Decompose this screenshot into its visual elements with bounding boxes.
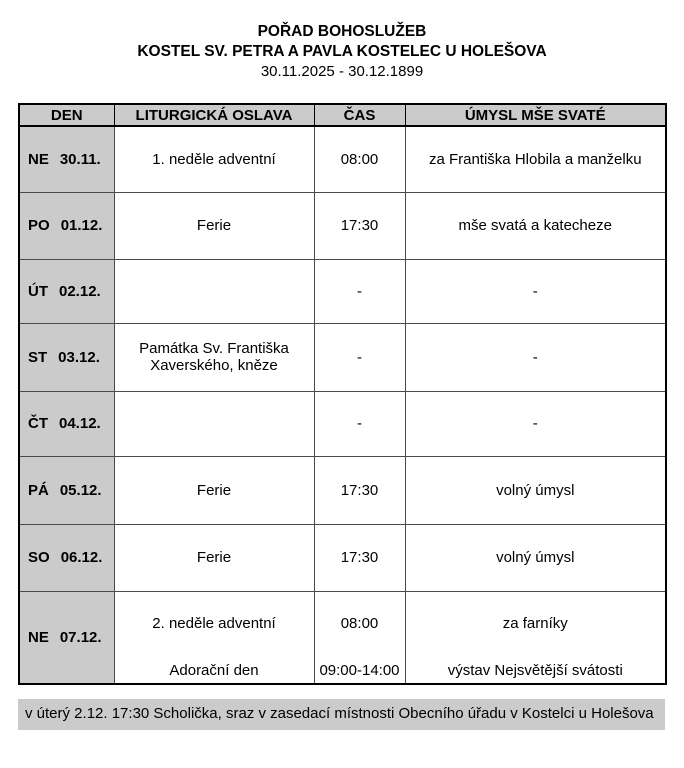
table-row bbox=[19, 391, 666, 456]
time-line-2: 09:00-14:00 bbox=[319, 661, 400, 679]
table-row bbox=[19, 524, 666, 591]
time-cell: 17:30 bbox=[314, 456, 405, 524]
table-row bbox=[19, 591, 666, 684]
table-row bbox=[19, 192, 666, 259]
day-date: 30.11. bbox=[59, 150, 101, 168]
intention-cell: - bbox=[405, 259, 666, 323]
day-abbr: PO bbox=[28, 217, 50, 234]
day-abbr: ÚT bbox=[28, 282, 48, 300]
celebration-cell bbox=[114, 259, 314, 323]
celebration-line-2: Adorační den bbox=[169, 661, 259, 679]
day-date: 02.12. bbox=[59, 282, 101, 300]
intention-cell: - bbox=[405, 391, 666, 456]
page-title: POŘAD BOHOSLUŽEB bbox=[257, 23, 427, 40]
celebration-cell: 1. neděle adventní bbox=[114, 126, 314, 192]
day-abbr: PÁ bbox=[28, 481, 49, 499]
col-header-intention: ÚMYSL MŠE SVATÉ bbox=[405, 104, 666, 126]
day-abbr: NE bbox=[28, 628, 49, 646]
day-date: 05.12. bbox=[59, 481, 102, 499]
day-date: 04.12. bbox=[59, 415, 101, 432]
intention-cell: volný úmysl bbox=[405, 456, 666, 524]
col-header-celebration: LITURGICKÁ OSLAVA bbox=[114, 104, 314, 126]
header-block bbox=[0, 0, 684, 82]
schedule-table bbox=[18, 103, 667, 685]
celebration-cell bbox=[114, 591, 314, 684]
day-cell bbox=[19, 259, 114, 323]
time-cell: 08:00 bbox=[314, 126, 405, 192]
day-date: 06.12. bbox=[60, 549, 103, 566]
celebration-cell: Ferie bbox=[114, 192, 314, 259]
day-abbr: NE bbox=[28, 150, 49, 168]
day-abbr: ST bbox=[28, 348, 48, 366]
time-cell bbox=[314, 591, 405, 684]
time-line-1: 08:00 bbox=[340, 614, 379, 632]
intention-cell: - bbox=[405, 323, 666, 391]
intention-cell: mše svatá a katecheze bbox=[405, 192, 666, 259]
day-date: 07.12. bbox=[59, 628, 102, 646]
col-header-day: DEN bbox=[19, 104, 114, 126]
day-date: 01.12. bbox=[60, 217, 103, 234]
day-cell bbox=[19, 391, 114, 456]
day-cell bbox=[19, 456, 114, 524]
celebration-cell: Památka Sv. Františka Xaverského, kněze bbox=[114, 323, 314, 391]
day-cell bbox=[19, 591, 114, 684]
day-cell bbox=[19, 192, 114, 259]
time-cell: 17:30 bbox=[314, 524, 405, 591]
celebration-cell: Ferie bbox=[114, 456, 314, 524]
time-cell: - bbox=[314, 323, 405, 391]
table-row bbox=[19, 259, 666, 323]
time-cell: - bbox=[314, 259, 405, 323]
day-cell bbox=[19, 524, 114, 591]
table-row bbox=[19, 126, 666, 192]
day-abbr: SO bbox=[28, 549, 50, 566]
intention-line-2: výstav Nejsvětější svátosti bbox=[447, 661, 623, 679]
page-subtitle: KOSTEL SV. PETRA A PAVLA KOSTELEC U HOLEŠOVA bbox=[137, 43, 547, 60]
celebration-cell: Ferie bbox=[114, 524, 314, 591]
day-cell bbox=[19, 323, 114, 391]
col-header-time: ČAS bbox=[314, 104, 405, 126]
day-date: 03.12. bbox=[58, 348, 100, 366]
intention-cell: za Františka Hlobila a manželku bbox=[405, 126, 666, 192]
date-range: 30.11.2025 - 30.12.1899 bbox=[260, 63, 424, 80]
celebration-line-1: 2. neděle adventní bbox=[152, 614, 276, 632]
intention-cell bbox=[405, 591, 666, 684]
day-abbr: ČT bbox=[28, 415, 48, 432]
celebration-cell bbox=[114, 391, 314, 456]
table-row bbox=[19, 456, 666, 524]
table-row bbox=[19, 323, 666, 391]
day-cell bbox=[19, 126, 114, 192]
time-cell: - bbox=[314, 391, 405, 456]
time-cell: 17:30 bbox=[314, 192, 405, 259]
header-row bbox=[19, 104, 666, 126]
footer-note: v úterý 2.12. 17:30 Scholička, sraz v zasedací místnosti Obecního úřadu v Kostelci u Holešova bbox=[18, 699, 665, 730]
intention-cell: volný úmysl bbox=[405, 524, 666, 591]
intention-line-1: za farníky bbox=[502, 614, 568, 632]
